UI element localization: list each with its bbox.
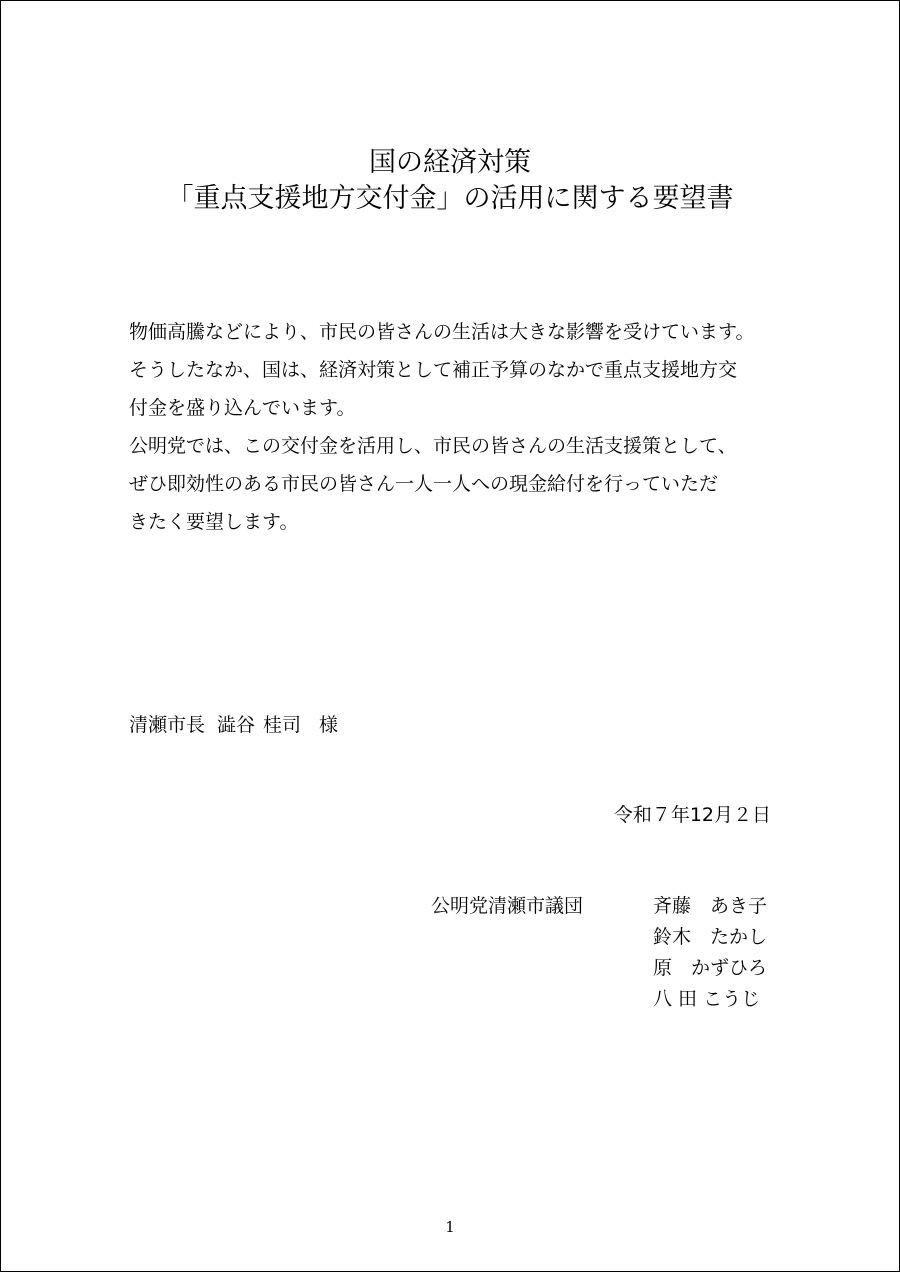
addressee-given-name: 桂司 bbox=[263, 714, 302, 736]
page-number: 1 bbox=[445, 1218, 455, 1236]
document-title bbox=[1, 145, 899, 217]
body-line-4: 公明党では、この交付金を活用し、市民の皆さんの生活支援策として、 bbox=[129, 435, 737, 457]
addressee bbox=[129, 709, 338, 741]
title-line-1: 国の経済対策 bbox=[369, 147, 531, 178]
body-line-1: 物価高騰などにより、市民の皆さんの生活は大きな影響を受けています。 bbox=[129, 321, 755, 343]
signature-member: 原 かずひろ bbox=[653, 957, 768, 979]
body-paragraphs bbox=[129, 313, 789, 541]
body-line-6: きたく要望します。 bbox=[129, 511, 299, 533]
signature-member: 八 田 こうじ bbox=[653, 988, 761, 1010]
body-line-5: ぜひ即効性のある市民の皆さん一人一人への現金給付を行っていただ bbox=[129, 473, 719, 495]
title-line-2: 「重点支援地方交付金」の活用に関する要望書 bbox=[166, 183, 734, 214]
signature-block bbox=[431, 891, 791, 1031]
signature-member: 斉藤 あき子 bbox=[653, 895, 768, 917]
body-line-2: そうしたなか、国は、経済対策として補正予算のなかで重点支援地方交 bbox=[129, 359, 738, 381]
addressee-family-name: 澁谷 bbox=[217, 714, 256, 736]
body-line-3: 付金を盛り込んでいます。 bbox=[129, 397, 356, 419]
addressee-honorific: 様 bbox=[319, 714, 339, 736]
signature-member: 鈴木 たかし bbox=[653, 926, 768, 948]
signature-organization: 公明党清瀬市議団 bbox=[431, 895, 584, 917]
signature-members bbox=[653, 891, 767, 1015]
document-date: 令和７年12月２日 bbox=[613, 804, 771, 826]
addressee-title: 清瀬市長 bbox=[129, 714, 206, 736]
